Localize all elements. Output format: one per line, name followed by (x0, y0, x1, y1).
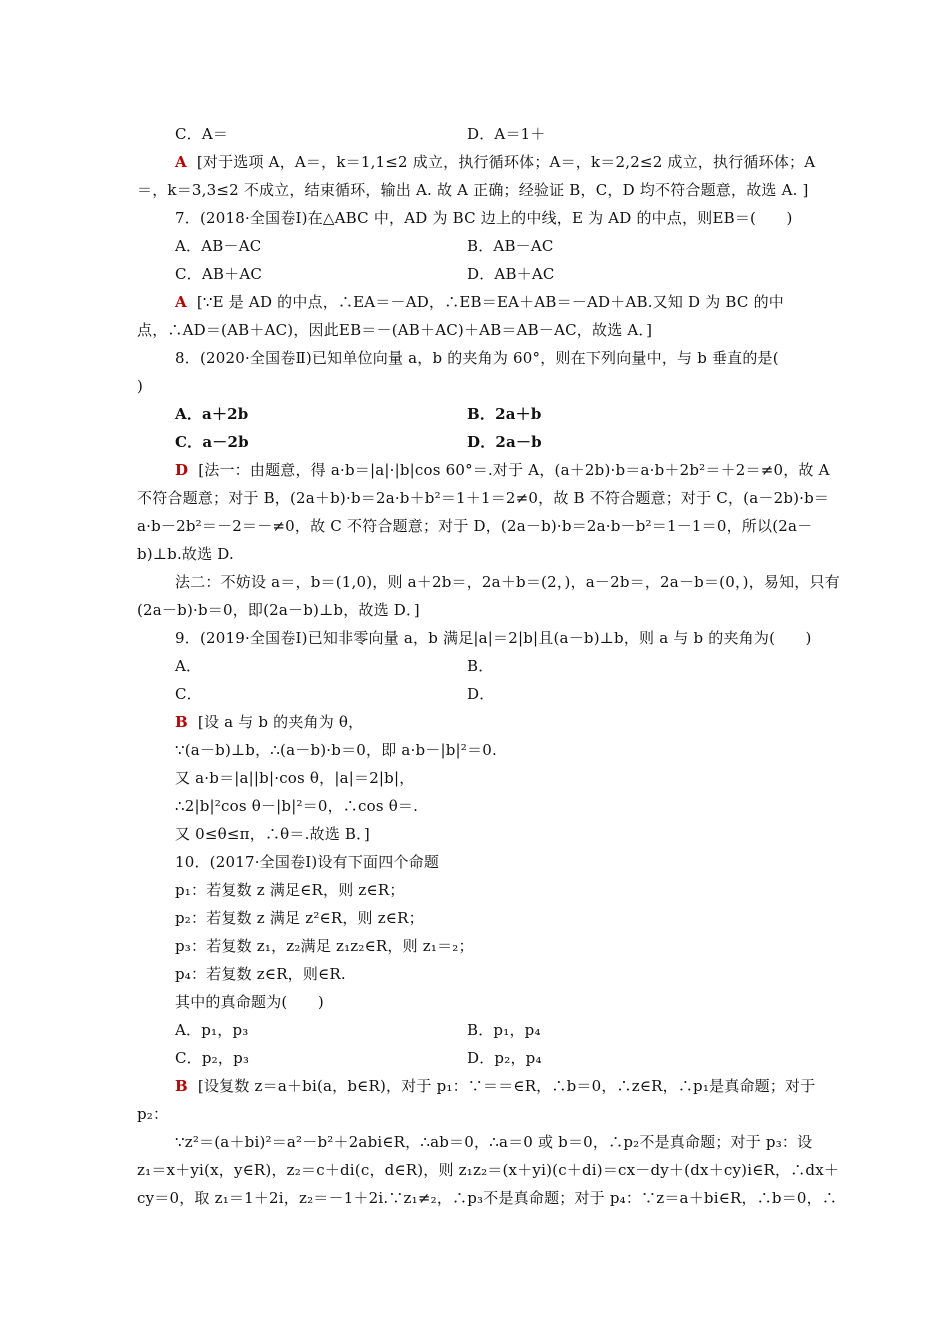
option-c: C．p₂，p₃ (175, 1049, 250, 1067)
option-a: A．AB－AC (175, 237, 262, 255)
solution-line: A [对于选项 A，A＝，k＝1,1≤2 成立，执行循环体；A＝，k＝2,2≤2 成立，执行循环体；A (175, 153, 816, 171)
option-d: D．AB＋AC (467, 265, 555, 283)
solution-line: ∴2|b|²cos θ－|b|²＝0，∴cos θ＝. (175, 797, 419, 815)
solution-line: p₂： (137, 1105, 169, 1123)
solution-line: D [法一：由题意，得 a·b＝|a|·|b|cos 60°＝.对于 A，(a＋2b)·b＝a·b＋2b²＝＋2＝≠0，故 A (175, 461, 830, 479)
solution-line: 又 0≤θ≤π，∴θ＝.故选 B．] (175, 825, 370, 843)
option-c: C． (175, 685, 202, 703)
option-c: C．AB＋AC (175, 265, 263, 283)
option-c: C．a－2b (175, 433, 249, 451)
solution-line: B [设复数 z＝a＋bi(a，b∈R)，对于 p₁：∵＝＝∈R，∴b＝0，∴z∈R，∴p₁是真命题；对于 (175, 1077, 816, 1095)
answer-mark: D (175, 461, 189, 479)
question-7: 7．(2018·全国卷Ⅰ)在△ABC 中，AD 为 BC 边上的中线，E 为 AD 的中点，则EB＝( ) (175, 209, 793, 227)
solution-line: ∵(a－b)⊥b，∴(a－b)·b＝0，即 a·b－|b|²＝0. (175, 741, 497, 759)
proposition-p4: p₄：若复数 z∈R，则∈R. (175, 965, 346, 983)
proposition-p3: p₃：若复数 z₁，z₂满足 z₁z₂∈R，则 z₁＝₂； (175, 937, 474, 955)
solution-line: ＝，k＝3,3≤2 不成立，结束循环，输出 A. 故 A 正确；经验证 B，C，D 均不符合题意，故选 A. ] (137, 181, 809, 199)
solution-line: (2a－b)·b＝0，即(2a－b)⊥b，故选 D．] (137, 601, 420, 619)
option-d: D．p₂，p₄ (467, 1049, 542, 1067)
solution-line: 点，∴AD＝(AB＋AC)，因此EB＝－(AB＋AC)＋AB＝AB－AC，故选 A．] (137, 321, 653, 339)
answer-mark: B (175, 1077, 188, 1095)
question-10-prompt: 其中的真命题为( ) (175, 993, 324, 1011)
option-b: B． (467, 657, 494, 675)
question-9: 9．(2019·全国卷Ⅰ)已知非零向量 a，b 满足|a|＝2|b|且(a－b)⊥b，则 a 与 b 的夹角为( ) (175, 629, 812, 647)
answer-mark: B (175, 713, 188, 731)
solution-line: a·b－2b²＝－2＝－≠0，故 C 不符合题意；对于 D，(2a－b)·b＝2a·b－b²＝1－1＝0，所以(2a－ (137, 517, 813, 535)
option-d: D．2a－b (467, 433, 542, 451)
question-8: 8．(2020·全国卷Ⅱ)已知单位向量 a，b 的夹角为 60°，则在下列向量中，与 b 垂直的是( (175, 349, 779, 367)
solution-line: b)⊥b.故选 D. (137, 545, 234, 563)
option-b: B．p₁，p₄ (467, 1021, 541, 1039)
solution-line: 不符合题意；对于 B，(2a＋b)·b＝2a·b＋b²＝1＋1＝2≠0，故 B 不符合题意；对于 C，(a－2b)·b＝ (137, 489, 830, 507)
solution-line: z₁＝x＋yi(x，y∈R)，z₂＝c＋di(c，d∈R)，则 z₁z₂＝(x＋yi)(c＋di)＝cx－dy＋(dx＋cy)i∈R，∴dx＋ (137, 1161, 840, 1179)
option-b: B．AB－AC (467, 237, 554, 255)
option-d: D． (467, 685, 495, 703)
option-c: C．A＝ (175, 125, 229, 143)
solution-line: cy＝0，取 z₁＝1＋2i，z₂＝－1＋2i.∵z₁≠₂，∴p₃不是真命题；对于 p₄：∵z＝a＋bi∈R，∴b＝0，∴ (137, 1189, 838, 1207)
solution-line: A [∵E 是 AD 的中点，∴EA＝－AD，∴EB＝EA＋AB＝－AD＋AB.又知 D 为 BC 的中 (175, 293, 784, 311)
answer-mark: A (175, 153, 187, 171)
solution-line: 法二：不妨设 a＝，b＝(1,0)，则 a＋2b＝，2a＋b＝(2，)，a－2b＝，2a－b＝(0，)，易知，只有 (175, 573, 840, 591)
solution-line: 又 a·b＝|a||b|·cos θ，|a|＝2|b|， (175, 769, 415, 787)
solution-line: B [设 a 与 b 的夹角为 θ， (175, 713, 364, 731)
proposition-p1: p₁：若复数 z 满足∈R，则 z∈R； (175, 881, 405, 899)
option-a: A． (175, 657, 202, 675)
question-10: 10．(2017·全国卷Ⅰ)设有下面四个命题 (175, 853, 440, 871)
question-8-paren: ) (137, 377, 144, 395)
answer-mark: A (175, 293, 187, 311)
option-d: D．A＝1＋ (467, 125, 546, 143)
option-b: B．2a＋b (467, 405, 542, 423)
solution-line: ∵z²＝(a＋bi)²＝a²－b²＋2abi∈R，∴ab＝0，∴a＝0 或 b＝0，∴p₂不是真命题；对于 p₃：设 (175, 1133, 813, 1151)
option-a: A．a＋2b (175, 405, 249, 423)
proposition-p2: p₂：若复数 z 满足 z²∈R，则 z∈R； (175, 909, 424, 927)
option-a: A．p₁，p₃ (175, 1021, 249, 1039)
